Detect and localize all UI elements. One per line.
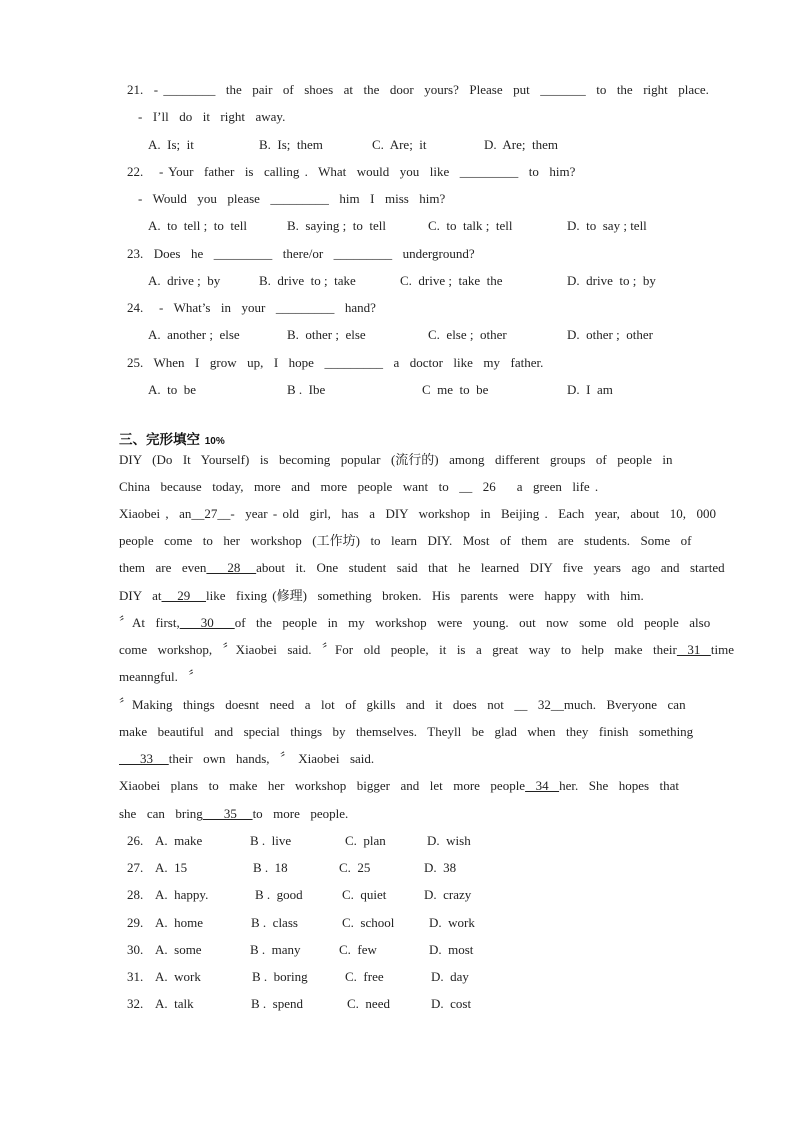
blank-35: 35 (202, 806, 253, 821)
blank-28: 28 (206, 560, 257, 575)
option-d: D. most (429, 942, 474, 957)
option-b: B . many (250, 942, 301, 957)
option-b: B. Is; them (259, 137, 323, 152)
option-d: D. cost (431, 996, 472, 1011)
option-a: A. 15 (155, 860, 188, 875)
passage-text: she can bring (119, 806, 203, 821)
passage-line (119, 751, 374, 767)
passage-text: Xiaobei plans to make her workshop bigger and let more people (119, 778, 526, 793)
option-d: D. wish (427, 833, 471, 848)
question-number: 28. (127, 887, 144, 902)
option-c: C. school (342, 915, 395, 930)
blank-33: 33 (119, 751, 169, 766)
passage-line (119, 642, 734, 658)
option-c: C. to talk ; tell (428, 218, 513, 233)
option-a: A. drive ; by (148, 273, 221, 288)
option-d: D. other ; other (567, 327, 653, 342)
option-b: B. saying ; to tell (287, 218, 386, 233)
option-a: A. another ; else (148, 327, 240, 342)
option-c: C. free (345, 969, 384, 984)
option-a: A. Is; it (148, 137, 194, 152)
passage-text: about it. One student said that he learned DIY five years ago and started (256, 560, 725, 575)
passage-text: her. She hopes that (559, 778, 680, 793)
option-d: D. Are; them (484, 137, 559, 152)
question-number: 27. (127, 860, 144, 875)
passage-text: like fixing (修理) something broken. His parents were happy with him. (206, 588, 644, 603)
question-stem: 21. - ________ the pair of shoes at the door yours? Please put _______ to the right place. (127, 82, 709, 97)
question-number: 29. (127, 915, 144, 930)
option-a: A. some (155, 942, 202, 957)
option-b: B. drive to ; take (259, 273, 356, 288)
option-b: B. other ; else (287, 327, 366, 342)
option-b: B . spend (251, 996, 303, 1011)
question-stem: 25. When I grow up, I hope _________ a doctor like my father. (127, 355, 544, 370)
question-number: 26. (127, 833, 144, 848)
option-b: B . Ibe (287, 382, 326, 397)
blank-29: 29 (161, 588, 207, 603)
option-c: C. need (347, 996, 390, 1011)
passage-line (119, 560, 725, 576)
passage-line: people come to her workshop (工作坊) to learn DIY. Most of them are students. Some of (119, 533, 692, 548)
option-b: B . class (251, 915, 298, 930)
option-a: A. to be (148, 382, 197, 397)
section-title: 三、完形填空 (119, 432, 200, 448)
passage-line: make beautiful and special things by themselves. Theyll be glad when they finish something (119, 724, 694, 739)
option-d: D. 38 (424, 860, 457, 875)
blank-30: 30 (179, 615, 235, 630)
question-stem: 22. - Your father is calling . What would you like _________ to him? (127, 164, 576, 179)
blank-34: 34 (525, 778, 560, 793)
passage-text: to more people. (252, 806, 349, 821)
option-b: B . 18 (253, 860, 288, 875)
option-c: C. 25 (339, 860, 371, 875)
passage-line: 〞Making things doesnt need a lot of gkills and it does not __ 32__much. Bveryone can (119, 697, 686, 712)
passage-line: meanngful. 〞 (119, 669, 202, 684)
passage-line (119, 806, 348, 822)
question-stem: 23. Does he _________ there/or _________ underground? (127, 246, 475, 261)
option-a: A. home (155, 915, 204, 930)
passage-text: them are even (119, 560, 207, 575)
passage-line: Xiaobei , an__27__- year - old girl, has a DIY workshop in Beijing . Each year, about 10, 000 (119, 506, 716, 521)
option-c: C. else ; other (428, 327, 507, 342)
question-number: 31. (127, 969, 144, 984)
passage-text: 〞At first, (119, 615, 180, 630)
passage-text: their own hands, 〞 Xiaobei said. (168, 751, 375, 766)
option-c: C. quiet (342, 887, 387, 902)
option-a: A. work (155, 969, 201, 984)
option-c: C. Are; it (372, 137, 427, 152)
option-c: C. drive ; take the (400, 273, 503, 288)
option-b: B . boring (252, 969, 308, 984)
passage-text: come workshop, 〞Xiaobei said. 〞For old people, it is a great way to help make their (119, 642, 677, 657)
passage-text: DIY at (119, 588, 162, 603)
question-reply: - I’ll do it right away. (138, 109, 286, 124)
section-heading (119, 431, 225, 451)
option-c: C. plan (345, 833, 386, 848)
option-c: C. few (339, 942, 377, 957)
option-c: C me to be (422, 382, 489, 397)
passage-line: DIY (Do It Yourself) is becoming popular (流行的) among different groups of people in (119, 452, 673, 467)
option-d: D. I am (567, 382, 613, 397)
passage-line (119, 615, 710, 631)
option-b: B . good (255, 887, 303, 902)
option-d: D. drive to ; by (567, 273, 656, 288)
passage-text: of the people in my workshop were young. out now some old people also (234, 615, 711, 630)
option-d: D. day (431, 969, 469, 984)
passage-text: time (710, 642, 734, 657)
passage-line: China because today, more and more people want to __ 26 a green life . (119, 479, 599, 494)
section-score: 10% (204, 436, 225, 447)
question-reply: - Would you please _________ him I miss him? (138, 191, 446, 206)
passage-line (119, 778, 679, 794)
question-number: 30. (127, 942, 144, 957)
option-a: A. talk (155, 996, 194, 1011)
option-d: D. work (429, 915, 475, 930)
passage-line (119, 588, 644, 604)
blank-31: 31 (676, 642, 711, 657)
option-d: D. crazy (424, 887, 472, 902)
option-a: A. happy. (155, 887, 209, 902)
option-a: A. to tell ; to tell (148, 218, 247, 233)
option-a: A. make (155, 833, 203, 848)
option-d: D. to say ; tell (567, 218, 647, 233)
question-number: 32. (127, 996, 144, 1011)
question-stem: 24. - What’s in your _________ hand? (127, 300, 376, 315)
option-b: B . live (250, 833, 292, 848)
